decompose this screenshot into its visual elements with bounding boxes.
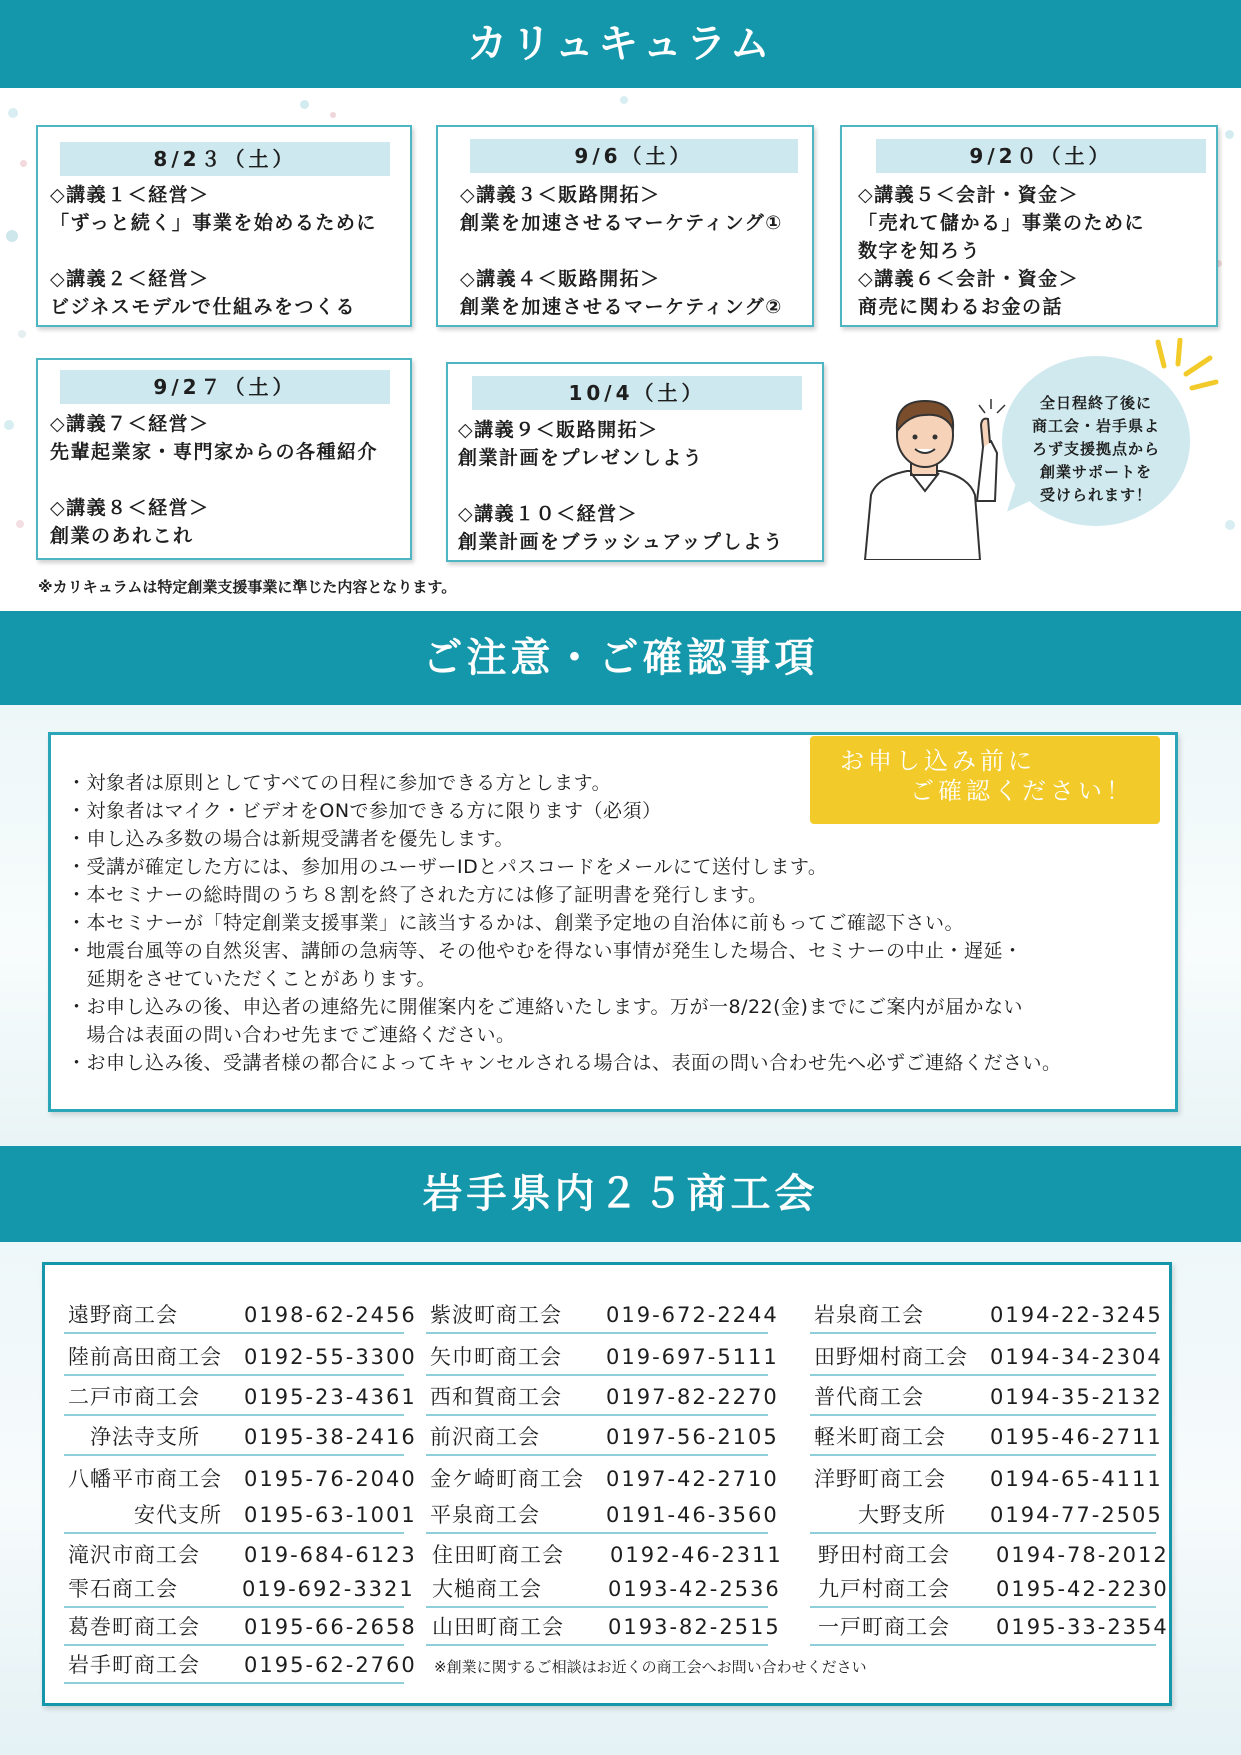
association-name: 住田町商工会	[432, 1543, 564, 1567]
association-phone: 0192-55-3300	[244, 1345, 417, 1369]
session-line	[458, 472, 816, 500]
session-line: ビジネスモデルで仕組みをつくる	[50, 296, 356, 318]
association-name: 金ケ崎町商工会	[430, 1467, 584, 1491]
bubble-line: 商工会・岩手県よ	[1031, 417, 1160, 435]
association-row	[810, 1462, 1163, 1498]
session-line: 商売に関わるお金の話	[858, 296, 1064, 318]
association-name: 雫石商工会	[68, 1577, 178, 1601]
association-row	[810, 1298, 1163, 1334]
association-phone: 0195-66-2658	[244, 1615, 417, 1639]
check-before-apply-badge	[810, 736, 1160, 824]
session-card-5	[446, 362, 824, 562]
association-row	[64, 1572, 415, 1608]
association-row	[810, 1420, 1163, 1456]
association-phone: 0195-33-2354	[996, 1615, 1169, 1639]
session-line: ◇講義７＜経営＞	[50, 413, 210, 435]
session-line	[50, 237, 404, 265]
association-row	[426, 1298, 779, 1334]
association-row	[64, 1498, 417, 1534]
badge-line: ご確認ください！	[910, 777, 1134, 805]
session-card-4	[36, 358, 412, 560]
association-phone: 0197-42-2710	[606, 1467, 779, 1491]
session-card-3	[840, 125, 1218, 327]
session-line	[50, 466, 404, 494]
association-name: 遠野商工会	[68, 1303, 178, 1327]
association-name: 田野畑村商工会	[814, 1345, 968, 1369]
association-name: 浄法寺支所	[90, 1425, 200, 1449]
association-row	[426, 1610, 781, 1646]
association-phone: 019-692-3321	[242, 1577, 415, 1601]
associations-title: 岩手県内２５商工会	[422, 1171, 819, 1217]
association-phone: 0197-82-2270	[606, 1385, 779, 1409]
session-line: ◇講義５＜会計・資金＞	[858, 184, 1080, 206]
session-date: 9/6（土）	[470, 139, 798, 173]
session-line	[460, 237, 806, 265]
association-name: 野田村商工会	[818, 1543, 950, 1567]
association-name: 軽米町商工会	[814, 1425, 946, 1449]
note-item: ・お申し込み後、受講者様の都合によってキャンセルされる場合は、表面の問い合わせ先へ必ずご連絡ください。	[67, 1052, 1062, 1074]
association-phone: 0194-65-4111	[990, 1467, 1163, 1491]
association-name: 滝沢市商工会	[68, 1543, 200, 1567]
association-phone: 0197-56-2105	[606, 1425, 779, 1449]
session-date: 8/2３（土）	[60, 142, 390, 176]
association-name: 前沢商工会	[430, 1425, 540, 1449]
association-name: 西和賀商工会	[430, 1385, 562, 1409]
session-line: ◇講義１０＜経営＞	[458, 503, 639, 525]
badge-line: お申し込み前に	[840, 747, 1036, 775]
session-line: ◇講義８＜経営＞	[50, 497, 210, 519]
session-line: ◇講義６＜会計・資金＞	[858, 268, 1080, 290]
association-row	[64, 1648, 417, 1684]
session-date: 10/4（土）	[472, 376, 802, 410]
bubble-line: ろず支援拠点から	[1031, 440, 1160, 458]
association-name: 大野支所	[858, 1503, 946, 1527]
association-row	[810, 1572, 1169, 1608]
note-item: ・申し込み多数の場合は新規受講者を優先します。	[67, 828, 514, 850]
association-phone: 019-684-6123	[244, 1543, 417, 1567]
session-line: ◇講義２＜経営＞	[50, 268, 210, 290]
association-phone: 0194-77-2505	[990, 1503, 1163, 1527]
association-row	[810, 1340, 1163, 1376]
association-row	[64, 1538, 417, 1574]
session-line: ◇講義９＜販路開拓＞	[458, 419, 659, 441]
note-item: 延期をさせていただくことがあります。	[67, 968, 436, 990]
association-name: 山田町商工会	[432, 1615, 564, 1639]
association-name: 平泉商工会	[430, 1503, 540, 1527]
notes-header	[0, 611, 1241, 705]
association-name: 紫波町商工会	[430, 1303, 562, 1327]
session-date: 9/2０（土）	[876, 139, 1206, 173]
note-item: ・本セミナーが「特定創業支援事業」に該当するかは、創業予定地の自治体に前もってご確認下さい。	[67, 912, 965, 934]
association-name: 九戸村商工会	[818, 1577, 950, 1601]
bubble-line: 全日程終了後に	[1039, 394, 1152, 412]
association-phone: 019-697-5111	[606, 1345, 779, 1369]
association-phone: 0192-46-2311	[610, 1543, 783, 1567]
association-row	[64, 1340, 417, 1376]
association-phone: 0193-82-2515	[608, 1615, 781, 1639]
association-phone: 0194-22-3245	[990, 1303, 1163, 1327]
association-phone: 0194-35-2132	[990, 1385, 1163, 1409]
association-row	[810, 1538, 1169, 1574]
notes-title: ご注意・ご確認事項	[422, 635, 819, 681]
session-line: 創業計画をプレゼンしよう	[458, 447, 704, 469]
session-line: 「ずっと続く」事業を始めるために	[50, 212, 377, 234]
person-pointing-illustration	[845, 395, 1015, 560]
association-name: 葛巻町商工会	[68, 1615, 200, 1639]
session-line: 創業を加速させるマーケティング①	[460, 212, 783, 234]
association-name: 安代支所	[134, 1503, 222, 1527]
session-line: 創業計画をブラッシュアップしよう	[458, 531, 784, 553]
bubble-line: 創業サポートを	[1039, 463, 1152, 481]
session-line: 創業のあれこれ	[50, 525, 194, 547]
association-name: 岩手町商工会	[68, 1653, 200, 1677]
association-row	[64, 1610, 417, 1646]
association-name: 大槌商工会	[432, 1577, 542, 1601]
association-row	[426, 1538, 783, 1574]
association-phone: 019-672-2244	[606, 1303, 779, 1327]
note-item: ・対象者は原則としてすべての日程に参加できる方とします。	[67, 772, 612, 794]
association-name: 普代商工会	[814, 1385, 924, 1409]
associations-header	[0, 1146, 1241, 1242]
note-item: ・地震台風等の自然災害、講師の急病等、その他やむを得ない事情が発生した場合、セミナーの中止・遅延・	[67, 940, 1023, 962]
session-line: 先輩起業家・専門家からの各種紹介	[50, 441, 379, 463]
association-phone: 0194-34-2304	[990, 1345, 1163, 1369]
association-phone: 0195-23-4361	[244, 1385, 417, 1409]
note-item: ・対象者はマイク・ビデオをONで参加できる方に限ります（必須）	[67, 800, 662, 822]
session-line: ◇講義４＜販路開拓＞	[460, 268, 661, 290]
association-row	[64, 1420, 417, 1456]
association-name: 八幡平市商工会	[68, 1467, 222, 1491]
association-row	[64, 1298, 417, 1334]
association-row	[426, 1462, 779, 1498]
session-card-1	[36, 125, 412, 327]
association-phone: 0195-42-2230	[996, 1577, 1169, 1601]
bubble-line: 受けられます！	[1039, 486, 1152, 504]
curriculum-note: ※カリキュラムは特定創業支援事業に準じた内容となります。	[38, 578, 457, 596]
note-item: 場合は表面の問い合わせ先までご連絡ください。	[67, 1024, 516, 1046]
association-row	[64, 1462, 417, 1498]
session-line: 「売れて儲かる」事業のために	[858, 212, 1146, 234]
session-date: 9/2７（土）	[60, 370, 390, 404]
association-phone: 0195-38-2416	[244, 1425, 417, 1449]
curriculum-title: カリュキュラム	[467, 21, 774, 67]
association-row	[810, 1380, 1163, 1416]
association-phone: 0193-42-2536	[608, 1577, 781, 1601]
note-item: ・受講が確定した方には、参加用のユーザーIDとパスコードをメールにて送付します。	[67, 856, 828, 878]
association-phone: 0195-76-2040	[244, 1467, 417, 1491]
association-row	[810, 1610, 1169, 1646]
associations-footnote: ※創業に関するご相談はお近くの商工会へお問い合わせください	[434, 1658, 867, 1676]
association-row	[426, 1498, 779, 1534]
association-phone: 0194-78-2012	[996, 1543, 1169, 1567]
curriculum-header	[0, 0, 1241, 88]
association-row	[426, 1420, 779, 1456]
association-row	[64, 1380, 417, 1416]
note-item: ・本セミナーの総時間のうち８割を終了された方には修了証明書を発行します。	[67, 884, 768, 906]
association-name: 二戸市商工会	[68, 1385, 200, 1409]
speech-bubble-text	[1010, 392, 1182, 507]
association-row	[426, 1572, 781, 1608]
association-phone: 0198-62-2456	[244, 1303, 417, 1327]
note-item: ・お申し込みの後、申込者の連絡先に開催案内をご連絡いたします。万が一8/22(金)までにご案内が届かない	[67, 996, 1023, 1018]
association-phone: 0195-46-2711	[990, 1425, 1163, 1449]
session-card-2	[436, 125, 814, 327]
session-line: ◇講義３＜販路開拓＞	[460, 184, 661, 206]
association-name: 洋野町商工会	[814, 1467, 946, 1491]
association-phone: 0195-63-1001	[244, 1503, 417, 1527]
association-name: 陸前高田商工会	[68, 1345, 222, 1369]
association-phone: 0195-62-2760	[244, 1653, 417, 1677]
session-line: ◇講義１＜経営＞	[50, 184, 210, 206]
association-row	[810, 1498, 1163, 1534]
association-name: 岩泉商工会	[814, 1303, 924, 1327]
association-name: 一戸町商工会	[818, 1615, 950, 1639]
session-line: 創業を加速させるマーケティング②	[460, 296, 783, 318]
association-name: 矢巾町商工会	[430, 1345, 562, 1369]
association-row	[426, 1380, 779, 1416]
association-row	[426, 1340, 779, 1376]
association-phone: 0191-46-3560	[606, 1503, 779, 1527]
session-line: 数字を知ろう	[858, 240, 982, 262]
